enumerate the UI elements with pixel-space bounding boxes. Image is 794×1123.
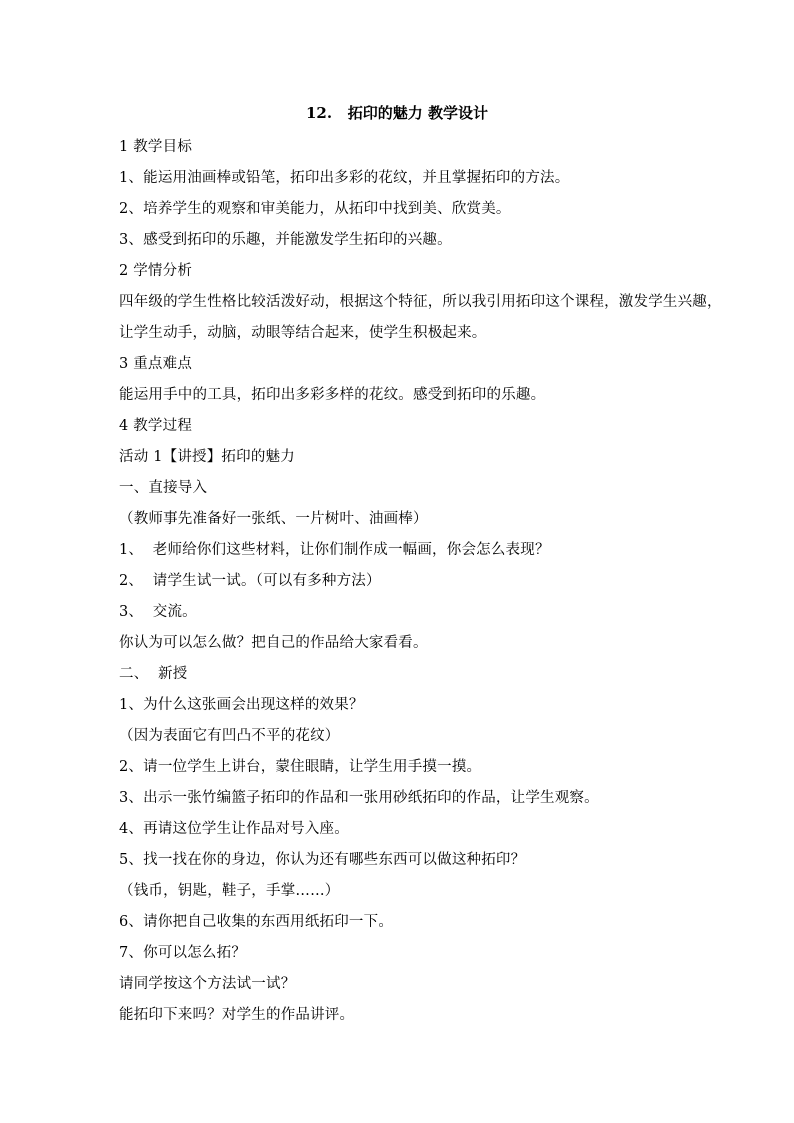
list-item: 1、 老师给你们这些材料，让你们制作成一幅画，你会怎么表现？ bbox=[119, 542, 550, 558]
part-heading-intro: 一、直接导入 bbox=[119, 480, 208, 496]
list-item: 6、请你把自己收集的东西用纸拓印一下。 bbox=[119, 914, 394, 930]
list-item: 2、 请学生试一试。（可以有多种方法） bbox=[119, 573, 381, 589]
list-item: 3、 交流。 bbox=[119, 604, 197, 620]
section-heading-process: 4 教学过程 bbox=[119, 418, 193, 434]
paragraph: 请同学按这个方法试一试？ bbox=[119, 976, 296, 992]
list-item: 3、出示一张竹编篮子拓印的作品和一张用砂纸拓印的作品，让学生观察。 bbox=[119, 790, 599, 806]
list-item: 5、找一找在你的身边，你认为还有哪些东西可以做这种拓印？ bbox=[119, 852, 526, 868]
document-body bbox=[119, 132, 722, 1031]
list-item: 1、为什么这张画会出现这样的效果？ bbox=[119, 697, 364, 713]
paragraph: 能拓印下来吗？对学生的作品讲评。 bbox=[119, 1007, 355, 1023]
activity-heading: 活动 1【讲授】拓印的魅力 bbox=[119, 449, 295, 465]
list-item: 4、再请这位学生让作品对号入座。 bbox=[119, 821, 349, 837]
section-heading-key-points: 3 重点难点 bbox=[119, 356, 193, 372]
list-item: 2、请一位学生上讲台，蒙住眼睛，让学生用手摸一摸。 bbox=[119, 759, 482, 775]
paragraph: 你认为可以怎么做？把自己的作品给大家看看。 bbox=[119, 635, 428, 651]
paragraph: （因为表面它有凹凸不平的花纹） bbox=[119, 728, 340, 744]
paragraph: （教师事先准备好一张纸、一片树叶、油画棒） bbox=[119, 511, 428, 527]
analysis-line-2: 让学生动手，动脑，动眼等结合起来，使学生积极起来。 bbox=[119, 325, 487, 341]
objective-3: 3、感受到拓印的乐趣，并能激发学生拓印的兴趣。 bbox=[119, 232, 452, 248]
part-heading-new-lesson: 二、 新授 bbox=[119, 666, 188, 682]
objective-1: 1、能运用油画棒或铅笔，拓印出多彩的花纹，并且掌握拓印的方法。 bbox=[119, 170, 570, 186]
analysis-line-1: 四年级的学生性格比较活泼好动，根据这个特征，所以我引用拓印这个课程，激发学生兴趣， bbox=[119, 294, 722, 310]
document-title: 12. 拓印的魅力 教学设计 bbox=[306, 104, 488, 122]
section-heading-analysis: 2 学情分析 bbox=[119, 263, 193, 279]
key-points-text: 能运用手中的工具，拓印出多彩多样的花纹。感受到拓印的乐趣。 bbox=[119, 387, 546, 403]
section-heading-objectives: 1 教学目标 bbox=[119, 139, 193, 155]
list-item: 7、你可以怎么拓？ bbox=[119, 945, 247, 961]
objective-2: 2、培养学生的观察和审美能力，从拓印中找到美、欣赏美。 bbox=[119, 201, 511, 217]
paragraph: （钱币，钥匙，鞋子，手掌……） bbox=[119, 883, 340, 899]
